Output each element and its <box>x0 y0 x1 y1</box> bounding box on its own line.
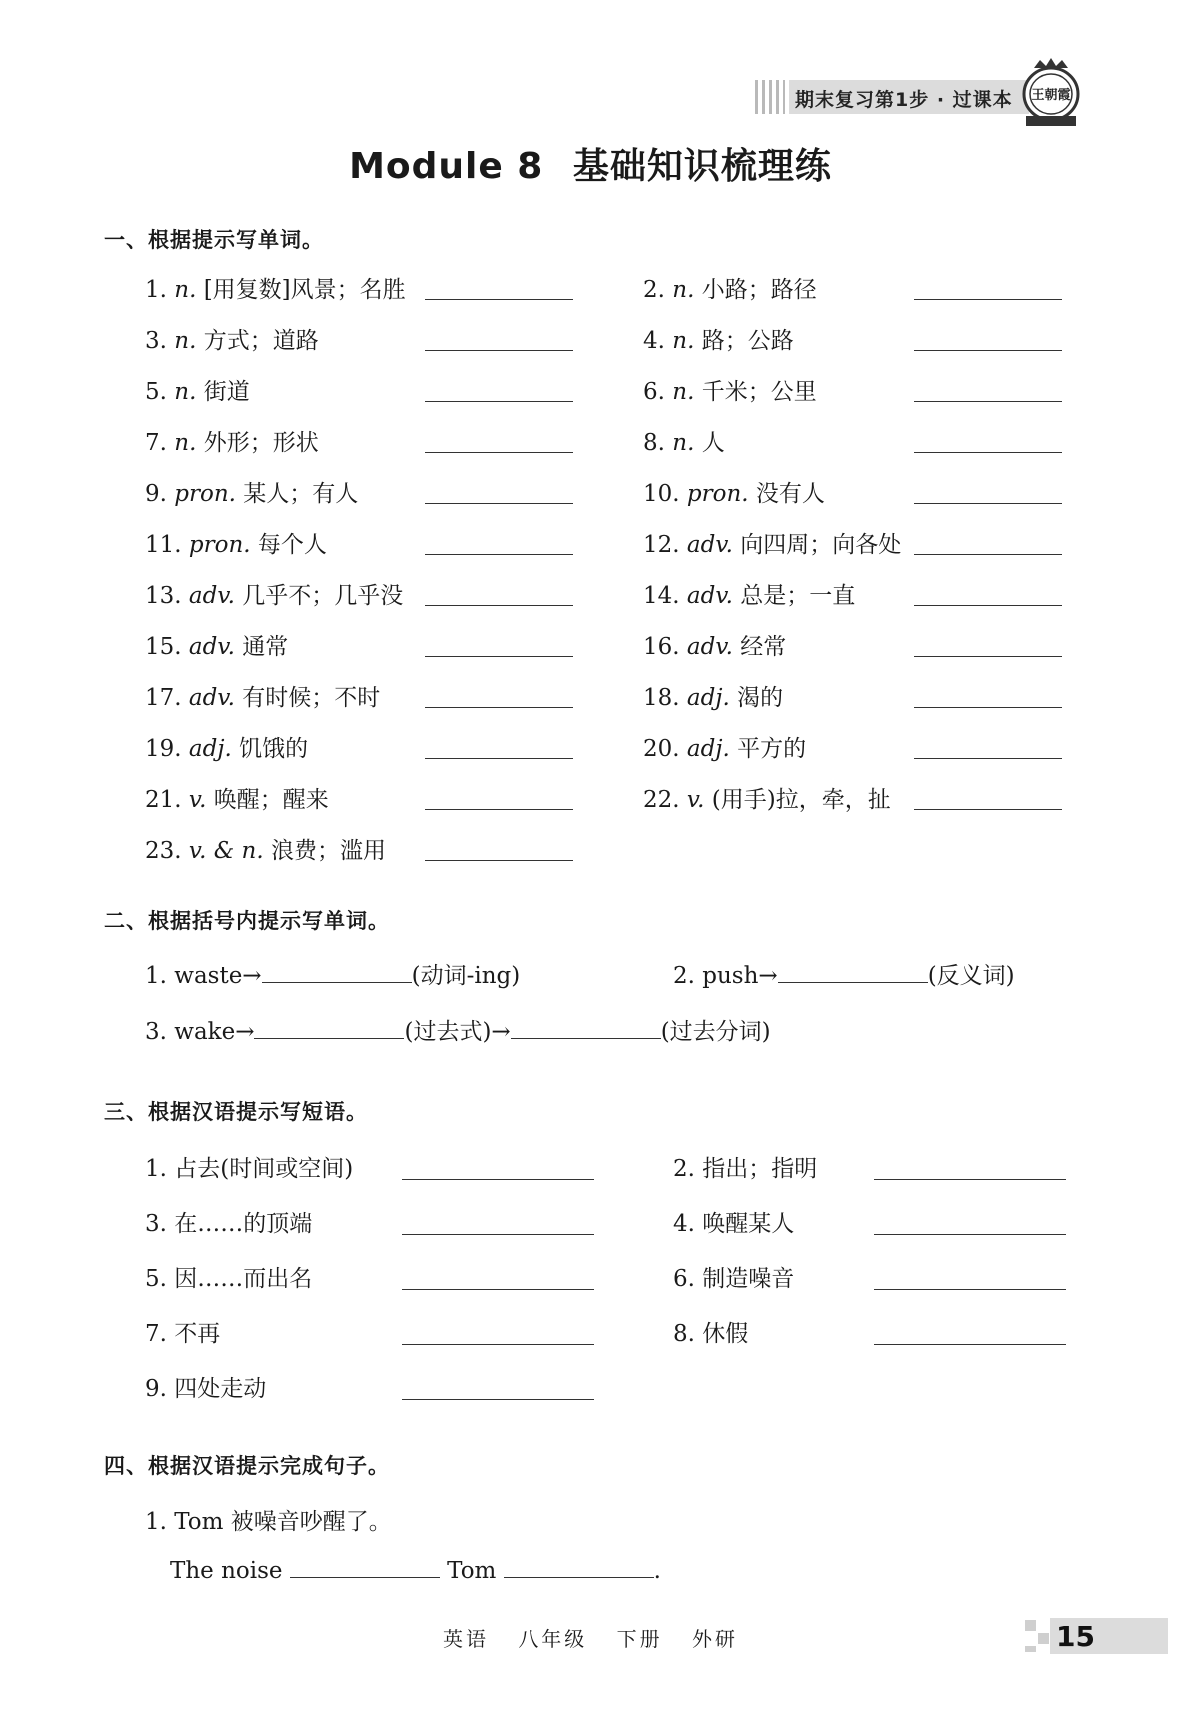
s3-item: 7. 不再 <box>145 1321 221 1347</box>
header-text: 期末复习第1步 · 过课本 <box>795 89 1013 111</box>
s3-item: 1. 占去(时间或空间) <box>145 1156 354 1182</box>
s1-item <box>643 271 817 304</box>
section-2-heading: 二、根据括号内提示写单词。 <box>104 909 390 933</box>
s1-item-number: 4. <box>643 328 665 354</box>
page-footer <box>0 1623 1181 1652</box>
s1-item-number: 18. <box>643 685 680 711</box>
s1-item <box>643 424 725 457</box>
s1-item-pos: adv. <box>686 583 733 609</box>
s2-q3-blank-1[interactable] <box>254 1037 404 1039</box>
section-3-heading: 三、根据汉语提示写短语。 <box>104 1100 368 1124</box>
s1-item <box>643 526 901 559</box>
s1-item <box>643 679 783 712</box>
s1-answer-blank[interactable] <box>914 400 1062 402</box>
s1-item-meaning: [用复数]风景；名胜 <box>203 277 406 303</box>
s1-answer-blank[interactable] <box>425 808 573 810</box>
s1-item-meaning: 唤醒；醒来 <box>213 787 329 813</box>
s1-item-pos: adv. <box>686 634 733 660</box>
s1-answer-blank[interactable] <box>425 859 573 861</box>
s1-item-pos: adv. <box>188 685 235 711</box>
s1-item-meaning: 通常 <box>242 634 289 660</box>
s1-item-number: 7. <box>145 430 167 456</box>
s1-item-meaning: 向四周；向各处 <box>740 532 902 558</box>
s1-item-number: 9. <box>145 481 167 507</box>
s1-item-meaning: 每个人 <box>257 532 327 558</box>
s1-item-pos: v. & n. <box>188 838 264 864</box>
publisher-seal-icon <box>1020 58 1082 130</box>
s2-q3-blank-2[interactable] <box>511 1037 661 1039</box>
s1-item-number: 17. <box>145 685 182 711</box>
s2-question-1 <box>145 957 520 990</box>
s1-item-meaning: 路；公路 <box>701 328 794 354</box>
footer-term: 下册 <box>616 1627 663 1651</box>
s2-q3-hint-1: (过去式)→ <box>404 1019 511 1045</box>
s4-sentence-1 <box>170 1558 661 1584</box>
s3-item: 5. 因……而出名 <box>145 1266 313 1292</box>
s2-q2-hint: (反义词) <box>927 963 1015 989</box>
s3-answer-blank[interactable] <box>874 1233 1066 1235</box>
s3-item: 6. 制造噪音 <box>673 1266 795 1292</box>
s1-item-number: 6. <box>643 379 665 405</box>
s1-item-meaning: 平方的 <box>737 736 807 762</box>
s1-item-meaning: 总是；一直 <box>740 583 856 609</box>
s1-item-meaning: 街道 <box>203 379 250 405</box>
s1-answer-blank[interactable] <box>425 400 573 402</box>
s1-item-meaning: 没有人 <box>755 481 825 507</box>
page-number-box <box>1050 1618 1168 1654</box>
s1-answer-blank[interactable] <box>425 604 573 606</box>
s1-answer-blank[interactable] <box>425 298 573 300</box>
s1-item-number: 19. <box>145 736 182 762</box>
s1-answer-blank[interactable] <box>914 502 1062 504</box>
s4-q1-part-a: The noise <box>170 1558 283 1584</box>
s1-item-pos: v. <box>686 787 705 813</box>
s1-item-number: 1. <box>145 277 167 303</box>
s1-item-meaning: 人 <box>701 430 725 456</box>
s1-item <box>145 577 403 610</box>
s3-answer-blank[interactable] <box>874 1343 1066 1345</box>
module-label: Module 8 <box>349 146 544 187</box>
s2-q1-prefix: 1. waste→ <box>145 963 262 989</box>
s2-q3-prefix: 3. wake→ <box>145 1019 255 1045</box>
s1-item <box>145 271 406 304</box>
s3-answer-blank[interactable] <box>402 1343 594 1345</box>
s1-item-pos: n. <box>174 277 197 303</box>
s1-answer-blank[interactable] <box>914 706 1062 708</box>
s3-answer-blank[interactable] <box>402 1398 594 1400</box>
s1-item <box>643 373 817 406</box>
page-title <box>0 138 1181 189</box>
s1-item <box>145 322 319 355</box>
s1-item-number: 5. <box>145 379 167 405</box>
s1-item-meaning: (用手)拉，牵，扯 <box>711 787 891 813</box>
s1-answer-blank[interactable] <box>914 349 1062 351</box>
s2-q2-prefix: 2. push→ <box>673 963 778 989</box>
s3-item: 9. 四处走动 <box>145 1376 267 1402</box>
s1-item-meaning: 小路；路径 <box>701 277 817 303</box>
s2-q1-blank[interactable] <box>262 981 412 983</box>
s1-item <box>145 679 380 712</box>
s1-item-number: 8. <box>643 430 665 456</box>
s1-item-pos: pron. <box>686 481 749 507</box>
s3-answer-blank[interactable] <box>874 1288 1066 1290</box>
s1-item-number: 16. <box>643 634 680 660</box>
s1-item-pos: adv. <box>686 532 733 558</box>
s1-item-number: 14. <box>643 583 680 609</box>
s1-item-number: 13. <box>145 583 182 609</box>
s1-answer-blank[interactable] <box>425 502 573 504</box>
s1-item <box>643 781 891 814</box>
s1-item <box>643 475 825 508</box>
s1-item-pos: adv. <box>188 583 235 609</box>
s4-q1-blank-1[interactable] <box>290 1576 440 1578</box>
page-number: 15 <box>1056 1620 1095 1653</box>
s1-item-meaning: 渴的 <box>737 685 784 711</box>
s1-answer-blank[interactable] <box>914 655 1062 657</box>
s1-answer-blank[interactable] <box>425 655 573 657</box>
s1-item-pos: n. <box>174 430 197 456</box>
s1-item-pos: n. <box>672 328 695 354</box>
s1-item <box>145 373 250 406</box>
s1-item <box>145 628 288 661</box>
s1-item <box>145 475 358 508</box>
s1-item <box>145 832 386 865</box>
s1-item-number: 10. <box>643 481 680 507</box>
s2-question-3 <box>145 1013 771 1046</box>
s1-item-number: 21. <box>145 787 182 813</box>
s1-item-meaning: 浪费；滥用 <box>271 838 386 864</box>
s1-item-pos: v. <box>188 787 207 813</box>
svg-text:王朝霞: 王朝霞 <box>1031 88 1071 103</box>
s3-item: 4. 唤醒某人 <box>673 1211 795 1237</box>
s1-item <box>145 424 319 457</box>
footer-grade: 八年级 <box>518 1627 588 1651</box>
s1-item-pos: n. <box>672 430 695 456</box>
s1-item-pos: adj. <box>686 685 730 711</box>
s1-item-number: 15. <box>145 634 182 660</box>
s1-item <box>145 526 327 559</box>
s3-answer-blank[interactable] <box>402 1233 594 1235</box>
s1-item-pos: adj. <box>188 736 232 762</box>
s1-item <box>643 322 794 355</box>
s2-q3-hint-2: (过去分词) <box>660 1019 771 1045</box>
s4-q1-part-b: Tom <box>447 1558 497 1584</box>
s1-item-pos: pron. <box>188 532 251 558</box>
s1-answer-blank[interactable] <box>914 808 1062 810</box>
s1-item-number: 11. <box>145 532 182 558</box>
s1-item-pos: n. <box>672 277 695 303</box>
header-stripes <box>755 80 785 114</box>
s1-item-pos: n. <box>672 379 695 405</box>
s1-item <box>145 730 308 763</box>
section-1-heading: 一、根据提示写单词。 <box>104 228 324 252</box>
s1-item-meaning: 经常 <box>740 634 787 660</box>
s3-answer-blank[interactable] <box>402 1178 594 1180</box>
s4-q1-blank-2[interactable] <box>504 1576 654 1578</box>
s1-answer-blank[interactable] <box>425 451 573 453</box>
s1-item-meaning: 有时候；不时 <box>242 685 381 711</box>
s1-answer-blank[interactable] <box>425 757 573 759</box>
s1-item-pos: pron. <box>174 481 236 507</box>
s3-answer-blank[interactable] <box>402 1288 594 1290</box>
s3-answer-blank[interactable] <box>874 1178 1066 1180</box>
s1-item-meaning: 方式；道路 <box>203 328 319 354</box>
s3-item: 3. 在……的顶端 <box>145 1211 313 1237</box>
s1-item-meaning: 饥饿的 <box>239 736 309 762</box>
s1-item-pos: n. <box>174 328 197 354</box>
s3-item: 8. 休假 <box>673 1321 749 1347</box>
section-4-heading: 四、根据汉语提示完成句子。 <box>104 1454 390 1478</box>
s1-answer-blank[interactable] <box>425 349 573 351</box>
footer-edition: 外研 <box>692 1627 739 1651</box>
s2-question-2 <box>673 957 1015 990</box>
s4-q1-period: . <box>653 1558 661 1584</box>
s1-item-meaning: 某人；有人 <box>243 481 359 507</box>
s1-answer-blank[interactable] <box>914 298 1062 300</box>
s1-answer-blank[interactable] <box>425 553 573 555</box>
s1-item <box>643 730 806 763</box>
s1-item-number: 12. <box>643 532 680 558</box>
s1-item <box>145 781 329 814</box>
s1-answer-blank[interactable] <box>914 757 1062 759</box>
s1-answer-blank[interactable] <box>914 451 1062 453</box>
s1-item <box>643 628 786 661</box>
s1-item-meaning: 千米；公里 <box>701 379 817 405</box>
s2-q1-hint: (动词-ing) <box>411 963 521 989</box>
s1-item <box>643 577 855 610</box>
page-header <box>755 72 1050 122</box>
s1-answer-blank[interactable] <box>914 604 1062 606</box>
title-subtitle: 基础知识梳理练 <box>572 146 832 187</box>
s1-item-pos: n. <box>174 379 197 405</box>
s3-item: 2. 指出；指明 <box>673 1156 818 1182</box>
s4-question-1: 1. Tom 被噪音吵醒了。 <box>145 1509 392 1535</box>
s1-item-number: 2. <box>643 277 665 303</box>
s1-item-pos: adv. <box>188 634 235 660</box>
s1-item-meaning: 外形；形状 <box>203 430 319 456</box>
s1-item-number: 3. <box>145 328 167 354</box>
s1-answer-blank[interactable] <box>425 706 573 708</box>
s1-item-number: 22. <box>643 787 680 813</box>
s1-answer-blank[interactable] <box>914 553 1062 555</box>
s1-item-pos: adj. <box>686 736 730 762</box>
s1-item-number: 23. <box>145 838 182 864</box>
footer-subject: 英语 <box>442 1627 489 1651</box>
s1-item-number: 20. <box>643 736 680 762</box>
s2-q2-blank[interactable] <box>778 981 928 983</box>
s1-item-meaning: 几乎不；几乎没 <box>242 583 404 609</box>
